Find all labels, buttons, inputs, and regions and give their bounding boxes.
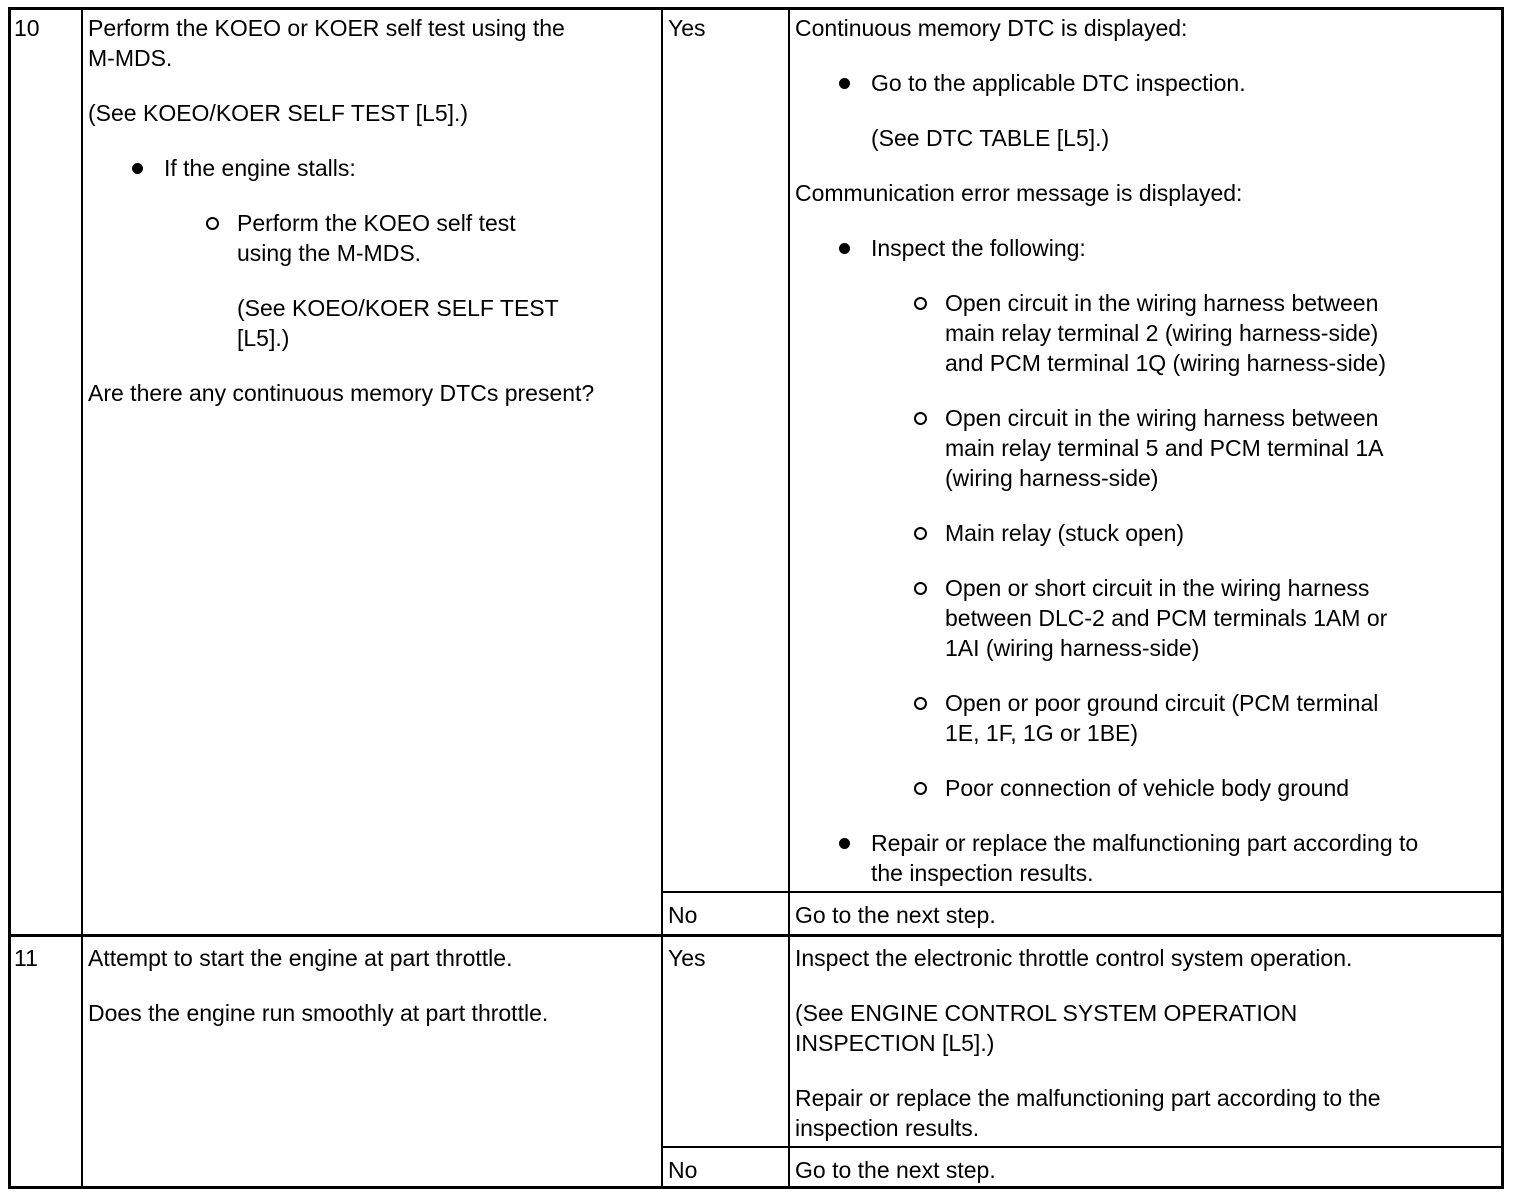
question-text: Are there any continuous memory DTCs present?: [88, 380, 595, 406]
question-text: Does the engine run smoothly at part throttle.: [88, 1000, 549, 1026]
inspection-item-text: Open circuit in the wiring harness between: [945, 405, 1379, 431]
inspection-item: [795, 403, 1495, 493]
bullet-dot-icon: [839, 838, 850, 849]
inspection-item-text: Open or poor ground circuit (PCM terminal: [945, 690, 1379, 716]
bullet-item: [795, 828, 1495, 888]
bullet-ring-icon: [914, 527, 927, 540]
inspection-item-text: Open circuit in the wiring harness between: [945, 290, 1379, 316]
inspection-list: [795, 288, 1495, 828]
bullet-ring-icon: [914, 782, 927, 795]
step-action: [88, 13, 654, 408]
action-text: inspection results.: [795, 1115, 980, 1141]
reference-text: (See KOEO/KOER SELF TEST [L5].): [88, 100, 469, 126]
inspection-item: [795, 518, 1495, 548]
column-divider-2: [661, 7, 663, 1189]
condition-heading: Communication error message is displayed:: [795, 180, 1243, 206]
bullet-dot-icon: [839, 78, 850, 89]
result-no-label: No: [668, 902, 698, 928]
inspection-item-text: main relay terminal 5 and PCM terminal 1A: [945, 435, 1384, 461]
bullet-text: If the engine stalls:: [164, 155, 356, 181]
bullet-ring-icon: [914, 297, 927, 310]
action-text: M-MDS.: [88, 45, 173, 71]
result-no-action: Go to the next step.: [795, 1157, 996, 1183]
bullet-ring-icon: [914, 697, 927, 710]
inspection-item-text: main relay terminal 2 (wiring harness-side): [945, 320, 1379, 346]
step-number: 10: [14, 15, 40, 41]
bullet-ring-icon: [914, 412, 927, 425]
bullet-ring-icon: [206, 217, 219, 230]
inspection-item-text: Main relay (stuck open): [945, 520, 1185, 546]
row-divider-yes-no-10: [661, 891, 1504, 893]
sub-bullet-text: Perform the KOEO self test: [237, 210, 516, 236]
sub-bullet-text: using the M-MDS.: [237, 240, 422, 266]
row-divider-step-10-11: [8, 934, 1504, 937]
reference-text: (See DTC TABLE [L5].): [871, 125, 1110, 151]
row-divider-yes-no-11: [661, 1146, 1504, 1148]
inspection-item: [795, 288, 1495, 378]
result-no-label: No: [668, 1157, 698, 1183]
action-text: Perform the KOEO or KOER self test using the: [88, 15, 565, 41]
bullet-item: [88, 153, 654, 183]
inspection-item-text: and PCM terminal 1Q (wiring harness-side): [945, 350, 1386, 376]
inspection-item: [795, 573, 1495, 663]
inspection-item-text: Open or short circuit in the wiring harness: [945, 575, 1370, 601]
column-divider-3: [788, 7, 790, 1189]
bullet-text: the inspection results.: [871, 860, 1094, 886]
action-text: Repair or replace the malfunctioning part according to the: [795, 1085, 1381, 1111]
result-yes-action: [795, 943, 1495, 1143]
reference-text: (See ENGINE CONTROL SYSTEM OPERATION: [795, 1000, 1298, 1026]
reference-text: (See KOEO/KOER SELF TEST: [237, 295, 559, 321]
bullet-text: Repair or replace the malfunctioning part according to: [871, 830, 1419, 856]
column-divider-1: [81, 7, 83, 1189]
reference-text: [L5].): [237, 325, 290, 351]
result-yes-label: Yes: [668, 15, 706, 41]
result-no-action: Go to the next step.: [795, 902, 996, 928]
bullet-item: [795, 233, 1495, 263]
bullet-ring-icon: [914, 582, 927, 595]
bullet-dot-icon: [839, 243, 850, 254]
condition-heading: Continuous memory DTC is displayed:: [795, 15, 1188, 41]
action-text: Inspect the electronic throttle control system operation.: [795, 945, 1353, 971]
inspection-item: [795, 688, 1495, 748]
bullet-text: Inspect the following:: [871, 235, 1086, 261]
step-number: 11: [14, 945, 38, 971]
inspection-item-text: 1AI (wiring harness-side): [945, 635, 1200, 661]
step-action: [88, 943, 654, 1028]
action-text: Attempt to start the engine at part throttle.: [88, 945, 513, 971]
bullet-item: [795, 68, 1495, 153]
bullet-text: Go to the applicable DTC inspection.: [871, 70, 1246, 96]
inspection-item-text: Poor connection of vehicle body ground: [945, 775, 1350, 801]
sub-bullet-item: [88, 208, 654, 353]
result-yes-action: [795, 13, 1495, 888]
inspection-item-text: (wiring harness-side): [945, 465, 1159, 491]
inspection-item: [795, 773, 1495, 803]
bullet-dot-icon: [132, 163, 143, 174]
inspection-item-text: 1E, 1F, 1G or 1BE): [945, 720, 1139, 746]
inspection-item-text: between DLC-2 and PCM terminals 1AM or: [945, 605, 1388, 631]
reference-text: INSPECTION [L5].): [795, 1030, 995, 1056]
result-yes-label: Yes: [668, 945, 706, 971]
